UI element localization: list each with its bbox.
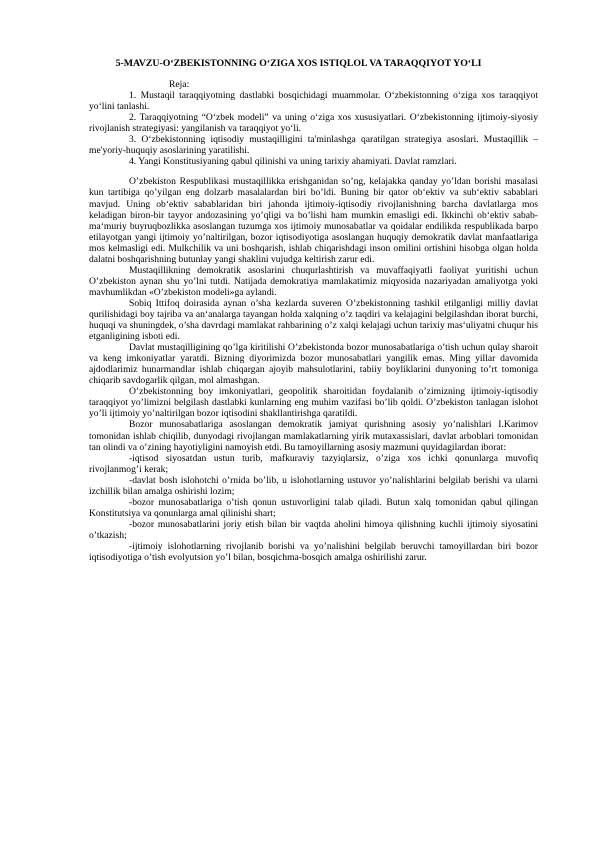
body-paragraph: Bozor munosabatlariga asoslangan demokratik jamiyat qurishning asosiy yo’nalishlari I.Karimov tomonidan ishlab chiqilib, dunyodagi rivojlangan mamlakatlarning yirik mutaxassislari, davlat arboblari tomonidan tan olindi va o’zining hayotiyligini namoyish etdi. Bu tamoyillarning asosiy mazmuni quyidagilardan iborat:: [89, 419, 538, 453]
plan-item: 3. O‘zbekistonning iqtisodiy mustaqilligini ta'minlashga qaratilgan strategiya asoslari. Mustaqillik – me'yoriy-huquqiy asoslarining yaratilishi.: [89, 134, 538, 157]
principle-item: -davlat bosh islohotchi o’rnida bo’lib, u islohotlarning ustuvor yo’nalishlarini belgilab berishi va ularni izchillik bilan amalga oshirishi lozim;: [89, 474, 538, 497]
plan-label: Reja:: [169, 79, 190, 91]
plan-item: 2. Taraqqiyotning “O‘zbek modeli” va uning o‘ziga xos xususiyatlari. O‘zbekistonning ijtimoiy-siyosiy rivojlanish strategiyasi: yangilanish va taraqqiyot yo‘li.: [89, 112, 538, 135]
plan-section: [89, 79, 538, 167]
body-paragraph: Davlat mustaqilligining qo’lga kiritilishi O’zbekistonda bozor munosabatlariga o’tish uchun qulay sharoit va keng imkoniyatlar yaratdi. Bizning diyorimizda bozor munosabatlari yangilik emas. Ming yillar davomida ajdodlarimiz hunarmandlar ishlab chiqargan ajoyib mahsulotlarini, tabiiy boyliklarini dunyoning to’rt tomoniga chiqarib savdogarlik qilgan, mol almashgan.: [89, 342, 538, 387]
principle-item: -bozor munosabatlariga o’tish qonun ustuvorligini talab qiladi. Butun xalq tomonidan qabul qilingan Konstitutsiya va qonunlarga amal qilinishi shart;: [89, 496, 538, 519]
principle-item: -iqtisod siyosatdan ustun turib, mafkuraviy tazyiqlarsiz, o’ziga xos ichki qonunlarga muvofiq rivojlanmog’i kerak;: [89, 452, 538, 475]
body-paragraph: Sobiq Ittifoq doirasida aynan o’sha kezlarda suveren O’zbekistonning tashkil etilganligi milliy davlat qurilishidagi boy tajriba va an‘analarga tayangan holda xalqning o’z taqdiri va kelajagini belgilashdan iborat burchi, huquqi va shuningdek, o’sha davrdagi mamlakat rahbarining o’z xalqi kelajagi uchun tarixiy mas‘uliyatni chuqur his etganligining isboti edi.: [89, 297, 538, 343]
principle-item: -bozor munosabatlarini joriy etish bilan bir vaqtda aholini himoya qilishning kuchli ijtimoiy siyosatini o’tkazish;: [89, 518, 538, 541]
body-paragraph: O’zbekistonning boy imkoniyatlari, geopolitik sharoitidan foydalanib o’zimizning ijtimoiy-iqtisodiy taraqqiyot yo’limizni belgilash dastlabki kunlarning eng muhim vazifasi bo’lib qoldi. O’zbekiston tanlagan islohot yo’li ijtimoiy yo’naltirilgan bozor iqtisodini shakllantirishga qaratildi.: [89, 386, 538, 420]
plan-item: 1. Mustaqil taraqqiyotning dastlabki bosqichidagi muammolar. O‘zbekistonning o‘ziga xos taraqqiyot yo‘lini tanlashi.: [89, 90, 538, 113]
plan-item: 4. Yangi Konstitusiyaning qabul qilinishi va uning tarixiy ahamiyati. Davlat ramzlari.: [129, 156, 457, 168]
document-title: 5-MAVZU-O‘ZBEKISTONNING O‘ZIGA XOS ISTIQLOL VA TARAQQIYOT YO‘LI: [115, 58, 482, 69]
body-paragraph: O’zbekiston Respublikasi mustaqillikka erishganidan so’ng, kelajakka qanday yo’ldan borishi masalasi kun tartibiga qo’yilgan eng dolzarb masalalardan biri bo’ldi. Buning bir qator ob‘ektiv va sub‘ektiv sabablari mavjud. Uning ob‘ektiv sabablaridan biri jahonda ijtimoiy-iqtisodiy rivojlanishning barcha davlatlarga mos keladigan biron-bir tayyor andozasining yo’qligi va bo’lishi ham mumkin emasligi edi. Ikkinchi ob‘ektiv sabab- ma‘muriy buyruqbozlikka asoslangan tuzumga xos ijtimoiy munosabatlar va qoidalar endilikda respublikada barpo etilayotgan yangi ijtimoiy yo’naltirilgan, bozor iqtisodiyotiga asoslangan huquqiy demokratik davlat manfaatlariga mos kelmasligi edi. Mulkchilik va uni boshqarish, ishlab chiqarishdagi inson omilini ortishini hisobga olgan holda dalatni boshqarishning butunlay yangi shaklini vujudga keltirish zarur edi.: [89, 176, 538, 265]
document-body: [89, 176, 538, 563]
body-paragraph: Mustaqillikning demokratik asoslarini chuqurlashtirish va muvaffaqiyatli faoliyat yuritishi uchun O’zbekiston aynan shu yo’lni tutdi. Natijada demokratiya mamlakatimiz miqyosida nazariyadan amaliyotga yoki mavhumlikdan «O’zbekiston modeli»ga aylandi.: [89, 264, 538, 298]
principle-item: -ijtimoiy islohotlarning rivojlanib borishi va yo’nalishini belgilab beruvchi tamoyillardan biri bozor iqtisodiyotiga o’tish evolyutsion yo’l bilan, bosqichma-bosqich amalga oshirilishi zarur.: [89, 540, 538, 564]
